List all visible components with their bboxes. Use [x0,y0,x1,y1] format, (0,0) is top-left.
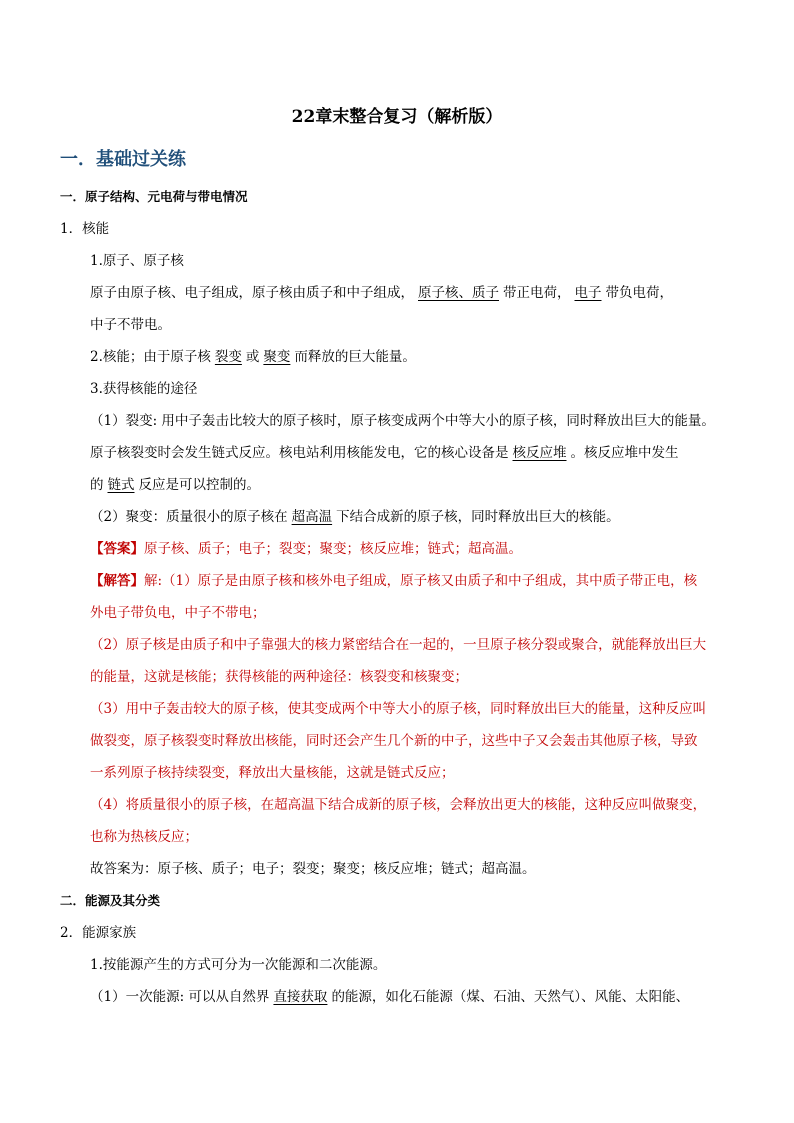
text: （1）一次能源: 可以从自然界 [90,989,270,1005]
question-1-label: 1．核能 [60,221,110,237]
answer-blank: 链式 [107,477,135,493]
paragraph: 1.原子、原子核 [90,253,184,269]
paragraph: （1）裂变: 用中子轰击比较大的原子核时，原子核变成两个中等大小的原子核，同时释放出巨大的能量。 [90,413,715,429]
answer-blank: 核反应堆 [512,445,567,461]
answer-blank: 裂变 [214,349,242,365]
answer-line [90,540,522,558]
fill-in-line [90,988,689,1006]
paragraph: 中子不带电。 [90,317,171,333]
answer-tag: 【答案】 [90,541,144,557]
answer-blank: 直接获取 [273,989,328,1005]
analysis-line: （4）将质量很小的原子核，在超高温下结合成新的原子核，会释放出更大的核能，这种反应叫做聚变， [90,797,707,813]
text: （2）聚变：质量很小的原子核在 [90,509,288,525]
topic-heading-1: 一．原子结构、元电荷与带电情况 [60,189,248,204]
analysis-line: （3）用中子轰击较大的原子核，使其变成两个中等大小的原子核，同时释放出巨大的能量，这种反应叫 [90,701,707,717]
page-title: 22章末整合复习（解析版） [291,107,503,127]
fill-in-line [90,348,416,366]
answer-blank: 聚变 [263,349,291,365]
paragraph: 1.按能源产生的方式可分为一次能源和二次能源。 [90,957,387,973]
analysis-line [90,572,697,590]
analysis-tag: 【解答】 [90,573,144,589]
final-answer-line: 故答案为：原子核、质子；电子；裂变；聚变；核反应堆；链式；超高温。 [90,861,536,877]
text: 或 [245,349,260,365]
fill-in-line [90,284,673,302]
section-heading: 一．基础过关练 [60,149,186,170]
text: 原子核裂变时会发生链式反应。核电站利用核能发电，它的核心设备是 [90,445,509,461]
text: 。核反应堆中发生 [570,445,679,461]
answer-blank: 原子核、质子 [418,285,499,301]
analysis-line: 外电子带负电，中子不带电； [90,605,266,621]
fill-in-line [90,508,620,526]
text: 的 [90,477,104,493]
text: 而释放的巨大能量。 [294,349,416,365]
text: 2.核能；由于原子核 [90,349,211,365]
analysis-line: 做裂变，原子核裂变时释放出核能，同时还会产生几个新的中子，这些中子又会轰击其他原子核，导致 [90,733,698,749]
fill-in-line [90,476,260,494]
analysis-line: 的能量，这就是核能；获得核能的两种途径：核裂变和核聚变； [90,669,468,685]
text: 带正电荷， [503,285,571,301]
analysis-line: 也称为热核反应； [90,829,198,845]
answer-blank: 超高温 [291,509,333,525]
topic-heading-2: 二．能源及其分类 [60,893,161,908]
answer-blank: 电子 [574,285,602,301]
fill-in-line [90,444,679,462]
text: 原子由原子核、电子组成，原子核由质子和中子组成， [90,285,414,301]
text: 下结合成新的原子核，同时释放出巨大的核能。 [336,509,620,525]
text: 带负电荷， [605,285,673,301]
question-2-label: 2．能源家族 [60,925,137,941]
paragraph: 3.获得核能的途径 [90,381,198,397]
analysis-line: 一系列原子核持续裂变，释放出大量核能，这就是链式反应； [90,765,455,781]
text: 的能源，如化石能源（煤、石油、天然气）、风能、太阳能、 [331,989,690,1005]
analysis-line: （2）原子核是由质子和中子靠强大的核力紧密结合在一起的，一旦原子核分裂或聚合，就能释放出巨大 [90,637,707,653]
analysis-text: 解:（1）原子是由原子核和核外电子组成，原子核又由质子和中子组成，其中质子带正电，核 [144,573,698,589]
answer-text: 原子核、质子；电子；裂变；聚变；核反应堆；链式；超高温。 [144,541,522,557]
text: 反应是可以控制的。 [138,477,260,493]
